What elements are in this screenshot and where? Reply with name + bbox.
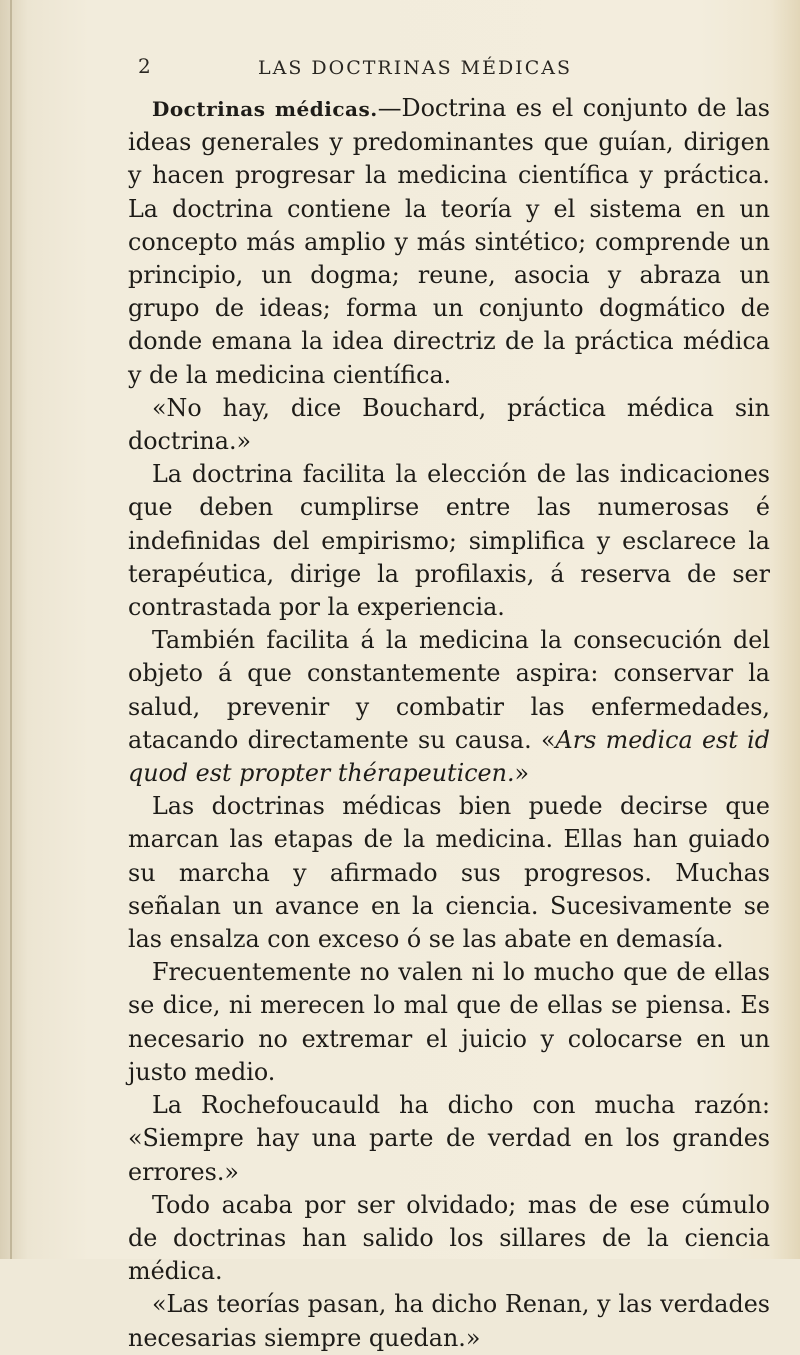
paragraph-text: «No hay, dice Bouchard, práctica médica sin doctrina.»: [128, 393, 770, 456]
paragraph-judgement: [128, 956, 770, 1089]
paragraph-text: Todo acaba por ser olvidado; mas de ese cúmulo de doctrinas han salido los sillares de la ciencia médica.: [128, 1190, 770, 1286]
paragraph-definition: [128, 92, 770, 392]
paragraph-text: La Rochefoucauld ha dicho con mucha razón: «Siempre hay una parte de verdad en los grandes errores.»: [128, 1091, 770, 1186]
paragraph-text: «Las teorías pasan, ha dicho Renan, y las verdades necesarias siempre quedan.»: [128, 1290, 770, 1352]
latin-quote: Ars medica est id quod est propter thérapeuticen.: [128, 725, 770, 788]
paragraph-forgotten: [128, 1189, 770, 1289]
paragraph-indications: [128, 458, 770, 624]
body-text: [128, 92, 770, 1355]
paragraph-objective: [128, 624, 770, 790]
paragraph-stages: [128, 790, 770, 956]
paragraph-text: Frecuentemente no valen ni lo mucho que de ellas se dice, ni merecen lo mal que de ellas se piensa. Es necesario no extremar el juicio y colocarse en un justo medio.: [128, 958, 770, 1086]
running-title: LAS DOCTRINAS MÉDICAS: [258, 57, 572, 79]
page-gutter-edge: [10, 0, 12, 1259]
paragraph-rochefoucauld: [128, 1089, 770, 1189]
paragraph-text: —Doctrina es el conjunto de las ideas generales y predominantes que guían, dirigen y hacen progresar la medicina científica y práctica. La doctrina contiene la teoría y el sistema en un concepto más amplio y más sintético; comprende un principio, un dogma; reune, asocia y abraza un grupo de ideas; forma un conjunto dogmático de donde emana la idea directriz de la práctica médica y de la medicina científica.: [128, 94, 770, 389]
paragraph-text: La doctrina facilita la elección de las indicaciones que deben cumplirse entre las numerosas é indefinidas del empirismo; simplifica y esclarece la terapéutica, dirige la profilaxis, á reserva de ser contrastada por la experiencia.: [128, 460, 770, 622]
page-number: 2: [138, 54, 151, 78]
paragraph-text: También facilita á la medicina la consecución del objeto á que constantemente aspira: conservar la salud, prevenir y combatir las enfermedades, atacando directamente su causa. «: [128, 626, 770, 754]
paragraph-text: Las doctrinas médicas bien puede decirse que marcan las etapas de la medicina. Ellas han guiado su marcha y afirmado sus progresos. Muchas señalan un avance en la ciencia. Sucesivamente se las ensalza con exceso ó se las abate en demasía.: [128, 792, 770, 954]
section-lead: Doctrinas médicas.: [152, 97, 378, 121]
paragraph-bouchard-quote: [128, 392, 770, 458]
paragraph-renan: [128, 1288, 770, 1354]
paragraph-text-end: »: [514, 759, 530, 788]
